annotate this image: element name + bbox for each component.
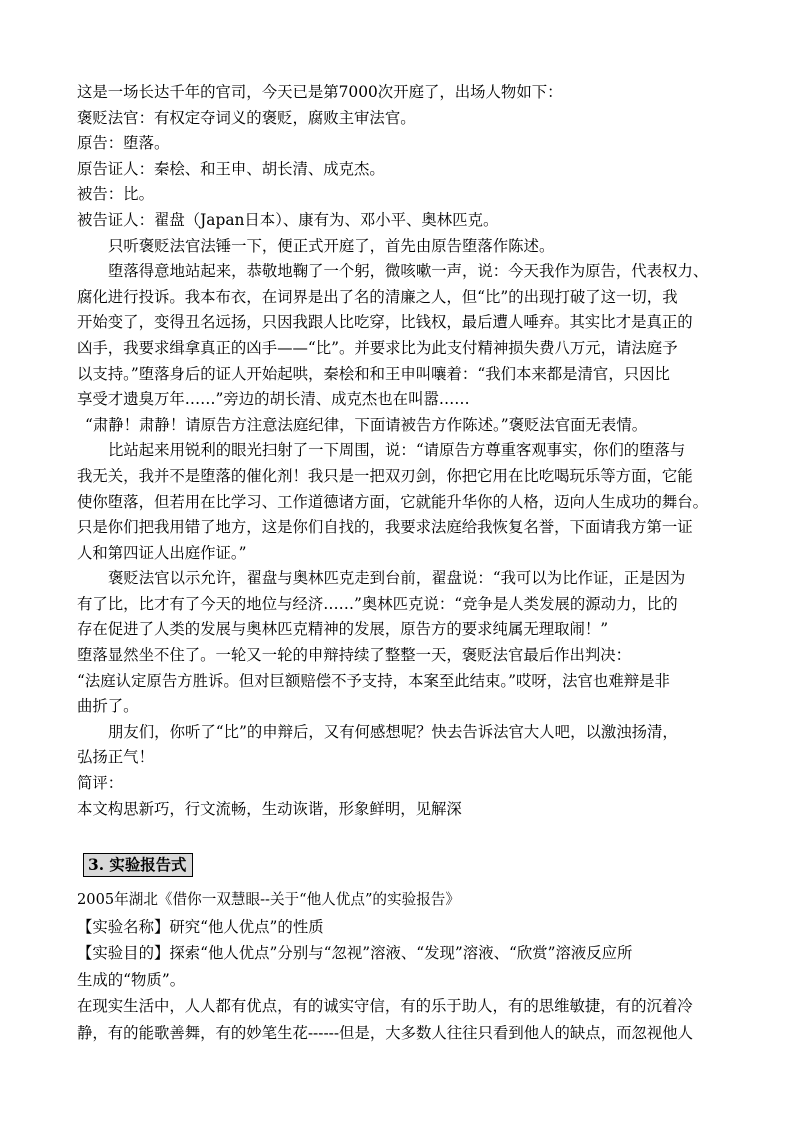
essay-line: 使你堕落，但若用在比学习、工作道德诸方面，它就能升华你的人格，迈向人生成功的舞台。 (77, 492, 709, 511)
essay-line: 褒贬法官以示允许，翟盘与奥林匹克走到台前，翟盘说：“我可以为比作证，正是因为 (108, 569, 686, 588)
essay-line: 堕落显然坐不住了。一轮又一轮的申辩持续了整整一天，褒贬法官最后作出判决： (77, 646, 632, 665)
essay-line: 腐化进行投诉。我本布衣，在词界是出了名的清廉之人，但“比”的出现打破了这一切，我 (77, 287, 678, 306)
essay-line: 曲折了。 (77, 697, 139, 716)
essay-line: 享受才遗臭万年……”旁边的胡长清、成克杰也在叫嚣…… (77, 390, 470, 409)
essay-line: 弘扬正气！ (77, 748, 154, 767)
essay-line: 只听褒贬法官法锤一下，便正式开庭了，首先由原告堕落作陈述。 (108, 236, 555, 255)
report-line: 【实验目的】探索“他人优点”分别与“忽视”溶液、“发现”溶液、“欣赏”溶液反应所 (77, 944, 633, 963)
essay-line: 以支持。”堕落身后的证人开始起哄，秦桧和和王申叫嚷着：“我们本来都是清官，只因比 (77, 364, 670, 383)
essay-line: 本文构思新巧，行文流畅，生动诙谐，形象鲜明，见解深 (77, 799, 462, 818)
essay-line: 比站起来用锐利的眼光扫射了一下周围，说：“请原告方尊重客观事实，你们的堕落与 (108, 441, 686, 460)
essay-line: 这是一场长达千年的官司，今天已是第7000次开庭了，出场人物如下： (77, 83, 563, 101)
report-line: 静，有的能歌善舞，有的妙笔生花------但是，大多数人往往只看到他人的缺点，而忽视他人 (77, 1023, 694, 1042)
essay-line: 存在促进了人类的发展与奥林匹克精神的发展，原告方的要求纯属无理取闹！” (77, 620, 609, 639)
essay-line: 人和第四证人出庭作证。” (77, 543, 247, 562)
essay-line: “法庭认定原告方胜诉。但对巨额赔偿不予支持，本案至此结束。”哎呀，法官也难辩是非 (77, 671, 670, 690)
essay-body (77, 80, 727, 822)
essay-line: 凶手，我要求缉拿真正的凶手——“比”。并要求比为此支付精神损失费八万元，请法庭予 (77, 338, 678, 357)
essay-line: 原告：堕落。 (77, 134, 170, 153)
essay-line: 原告证人：秦桧、和王申、胡长清、成克杰。 (77, 159, 385, 178)
essay-line: 褒贬法官：有权定夺词义的褒贬，腐败主审法官。 (77, 108, 416, 127)
report-line: 【实验名称】研究“他人优点”的性质 (77, 917, 324, 936)
essay-line: 只是你们把我用错了地方，这是你们自找的，我要求法庭给我恢复名誉，下面请我方第一证 (77, 518, 693, 537)
essay-line: 朋友们，你听了“比”的申辩后，又有何感想呢？快去告诉法官大人吧，以激浊扬清， (108, 722, 678, 741)
report-line: 生成的“物质”。 (77, 970, 186, 989)
report-line: 2005年湖北《借你一双慧眼--关于“他人优点”的实验报告》 (77, 891, 460, 908)
essay-line: 我无关，我并不是堕落的催化剂！我只是一把双刃剑，你把它用在比吃喝玩乐等方面，它能 (77, 466, 693, 485)
essay-line: 有了比，比才有了今天的地位与经济……”奥林匹克说：“竞争是人类发展的源动力，比的 (77, 594, 678, 613)
essay-line: 被告：比。 (77, 185, 154, 204)
essay-line: “肃静！肃静！请原告方注意法庭纪律，下面请被告方作陈述。”褒贬法官面无表情。 (85, 415, 648, 434)
essay-line: 堕落得意地站起来，恭敬地鞠了一个躬，微咳嗽一声，说：今天我作为原告，代表权力、 (108, 262, 709, 281)
report-line: 在现实生活中，人人都有优点，有的诚实守信，有的乐于助人，有的思维敏捷，有的沉着冷 (77, 997, 693, 1016)
essay-line: 开始变了，变得丑名远扬，只因我跟人比吃穿，比钱权，最后遭人唾弃。其实比才是真正的 (77, 313, 693, 332)
section-heading: 3. 实验报告式 (83, 853, 193, 877)
essay-line: 简评： (77, 774, 124, 793)
essay-line: 被告证人：翟盘（Japan日本）、康有为、邓小平、奥林匹克。 (77, 210, 499, 229)
report-body (77, 887, 727, 1047)
